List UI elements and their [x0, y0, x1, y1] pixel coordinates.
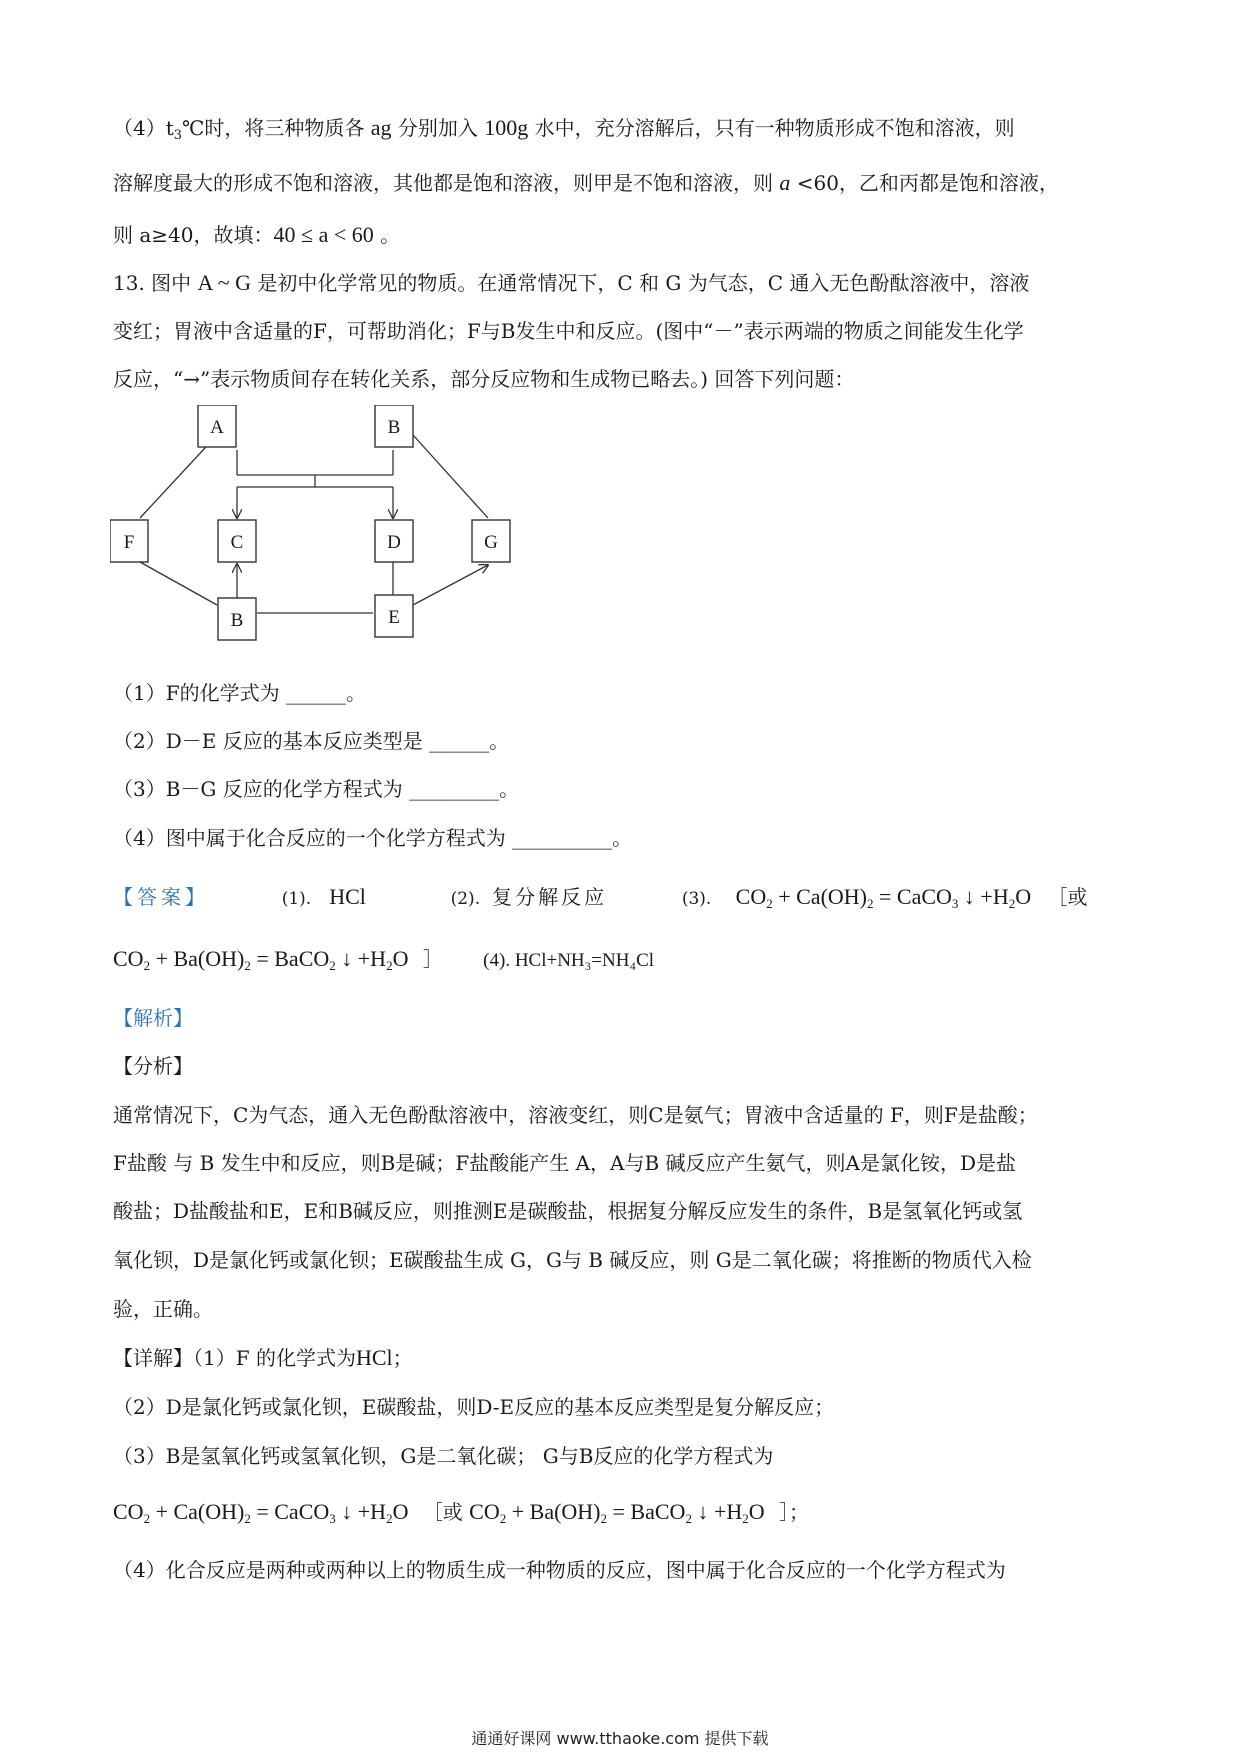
subq-3: （3）B－G 反应的化学方程式为 _________。 [113, 777, 520, 801]
node-f: F [123, 532, 135, 553]
subq-1: （1）F的化学式为 ______。 [113, 681, 366, 705]
answer-line-2: $CO_2 + Ba(OH)_2$ = BaCO$_2$ ↓ $+H_2O$ ］ (4). HCl+NH₃=NH₄Cl [113, 946, 655, 973]
analysis-line-2: F盐酸 与 B 发生中和反应，则B是碱；F盐酸能产生 A，A与B 碱反应产生氨气，则A是氯化铵，D是盐 [113, 1151, 1016, 1175]
analysis-line-1: 通常情况下，C为气态，通入无色酚酞溶液中，溶液变红，则C是氨气；胃液中含适量的 F，则F是盐酸； [113, 1103, 1038, 1127]
answer-equation-1: $CO_2 + Ca(OH)_2$ = CaCO$_3$ ↓ $+H_2O$ [735, 884, 1032, 911]
line-f-b [140, 562, 217, 605]
prev-line-2: 溶解度最大的形成不饱和溶液，其他都是饱和溶液，则甲是不饱和溶液，则 a <60，乙和丙都是饱和溶液， [113, 170, 1059, 195]
analysis-line-5: 验，正确。 [113, 1297, 213, 1321]
node-c: C [230, 532, 244, 553]
fenxi-label: 【分析】 [113, 1054, 193, 1078]
detail-line-eq: $CO_2 + Ca(OH)_2$ = CaCO$_3$ ↓ $+H_2O$ ［或 $CO_2 + Ba(OH)_2$ = BaCO$_2$ ↓ $+H_2O$ ］； [113, 1499, 809, 1526]
answer-label: 【答案】 [113, 885, 209, 909]
question-line-3: 反应，“→”表示物质间存在转化关系，部分反应物和生成物已略去。) 回答下列问题： [113, 367, 855, 391]
detail-equation-2: $CO_2 + Ba(OH)_2$ = BaCO$_2$ ↓ $+H_2O$ [469, 1499, 765, 1526]
prev-line-1: $(4)t_3℃$时，将三种物质各 ag 分别加入 100g 水中，充分溶解后，只有一种物质形成不饱和溶液，则 [113, 115, 1015, 143]
prev-line-3: 则 a≥40，故填：40 ≤ a < 60 。 [113, 222, 401, 247]
answer-equation-2: $CO_2 + Ba(OH)_2$ = BaCO$_2$ ↓ $+H_2O$ [113, 946, 409, 973]
detail-line-4: （4）化合反应是两种或两种以上的物质生成一种物质的反应，图中属于化合反应的一个化学方程式为 [113, 1558, 1006, 1582]
node-e: E [388, 607, 400, 628]
node-a: A [210, 417, 224, 438]
node-b-top: B [387, 417, 401, 438]
subq-2: （2）D－E 反应的基本反应类型是 ______。 [113, 729, 510, 753]
subq-4: （4）图中属于化合反应的一个化学方程式为 __________。 [113, 826, 633, 850]
analysis-line-4: 氧化钡，D是氯化钙或氯化钡；E碳酸盐生成 G，G与 B 碱反应，则 G是二氧化碳；将推断的物质代入检 [113, 1248, 1032, 1272]
arrow-e-to-g [413, 565, 488, 605]
analysis-label: 【解析】 [113, 1006, 193, 1030]
reaction-diagram [110, 405, 530, 660]
line-b-g [413, 435, 488, 518]
detail-line-1: 【详解】（1）F 的化学式为HCl； [113, 1345, 413, 1370]
question-line-2: 变红；胃液中含适量的F，可帮助消化；F与B发生中和反应。(图中“－”表示两端的物质之间能发生化学 [113, 319, 1024, 343]
detail-equation-1: $CO_2 + Ca(OH)_2$ = CaCO$_3$ ↓ $+H_2O$ [113, 1499, 409, 1526]
question-line-1: 13. 图中 A ~ G 是初中化学常见的物质。在通常情况下，C 和 G 为气态，C 通入无色酚酞溶液中，溶液 [113, 270, 1030, 295]
page-footer: 通通好课网 www.tthaoke.com 提供下载 [471, 1729, 769, 1748]
node-g: G [484, 532, 498, 553]
node-d: D [387, 532, 401, 553]
analysis-line-3: 酸盐；D盐酸盐和E，E和B碱反应，则推测E是碳酸盐，根据复分解反应发生的条件，B是氢氧化钙或氢 [113, 1199, 1023, 1223]
answer-line-1: 【答案】 (1). HCl (2). 复分解反应 (3). $CO_2 + Ca(OH)_2$ = CaCO$_3$ ↓ $+H_2O$ ［或 [113, 884, 1088, 911]
detail-line-3: （3）B是氢氧化钙或氢氧化钡，G是二氧化碳； G与B反应的化学方程式为 [113, 1444, 774, 1468]
detail-line-2: （2）D是氯化钙或氯化钡，E碳酸盐，则D-E反应的基本反应类型是复分解反应； [113, 1395, 835, 1419]
node-b-bottom: B [230, 610, 244, 631]
